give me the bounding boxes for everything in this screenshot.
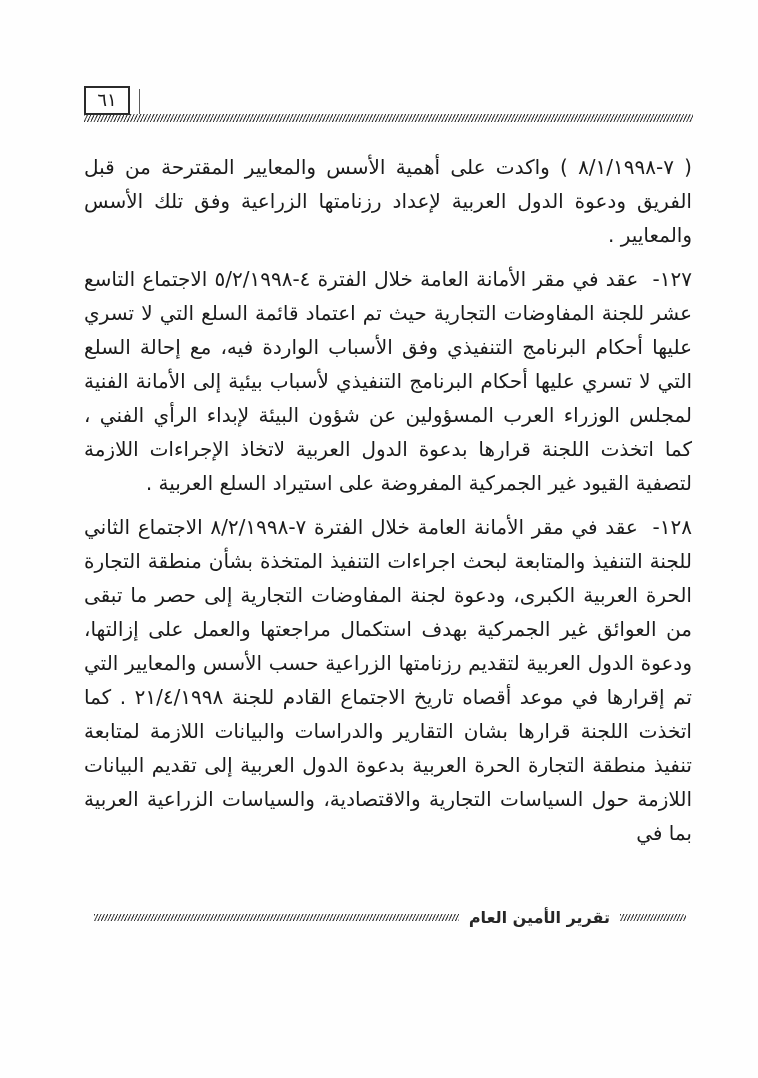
paragraph-text: عقد في مقر الأمانة العامة خلال الفترة ٧-٨/٢/١٩٩٨ الاجتماع الثاني للجنة التنفيذ والمتابعة لبحث اجراءات التنفيذ المتخذة بشأن منطقة التجارة الحرة العربية الكبرى، ودعوة لجنة المفاوضات التجارية إلى حصر ما تبقى من العوائق غير الجمركية بهدف استكمال مراجعتها والعمل على إزالتها، ودعوة الدول العربية لتقديم رزنامتها الزراعية حسب الأسس والمعايير التي تم إقرارها في موعد أقصاه تاريخ الاجتماع القادم للجنة ٢١/٤/١٩٩٨ . كما اتخذت اللجنة قرارها بشان التقارير والدراسات والبيانات اللازمة لمتابعة تنفيذ منطقة التجارة الحرة العربية بدعوة الدول العربية إلى تقديم البيانات اللازمة حول السياسات التجارية والاقتصادية، والسياسات الزراعية العربية بما في [84, 515, 693, 845]
paragraph-text: ( ٧-٨/١/١٩٩٨ ) واكدت على أهمية الأسس والمعايير المقترحة من قبل الفريق ودعوة الدول العربية لإعداد رزنامتها الزراعية وفق تلك الأسس والمعايير . [84, 155, 692, 247]
footer-decorative-rule [94, 905, 686, 929]
paragraph-intro [84, 150, 692, 252]
footer-rule-segment-right [620, 914, 686, 921]
item-number: ١٢٨- [652, 515, 692, 539]
paragraph-text: عقد في مقر الأمانة العامة خلال الفترة ٤-٥/٢/١٩٩٨ الاجتماع التاسع عشر للجنة المفاوضات التجارية حيث تم اعتماد قائمة السلع التي لا تسري عليها أحكام البرنامج التنفيذي وفق الأسباب الواردة فيه، مع إحالة السلع التي لا تسري عليها أحكام البرنامج التنفيذي لأسباب بيئية إلى الأمانة الفنية لمجلس الوزراء العرب المسؤولين عن شؤون البيئة لإبداء الرأي الفني ، كما اتخذت اللجنة قرارها بدعوة الدول العربية لاتخاذ الإجراءات اللازمة لتصفية القيود غير الجمركية المفروضة على استيراد السلع العربية . [84, 267, 692, 495]
page-number-tick [139, 89, 140, 114]
footer-rule-segment-left [94, 914, 459, 921]
footer-title: تقرير الأمين العام [468, 907, 610, 927]
paragraph-item-127 [84, 262, 692, 500]
page-number: ٦١ [97, 90, 117, 111]
item-number: ١٢٧- [652, 267, 692, 291]
top-decorative-rule [84, 114, 693, 122]
document-body [84, 150, 692, 850]
page-number-box [84, 86, 130, 115]
paragraph-item-128 [84, 510, 692, 850]
